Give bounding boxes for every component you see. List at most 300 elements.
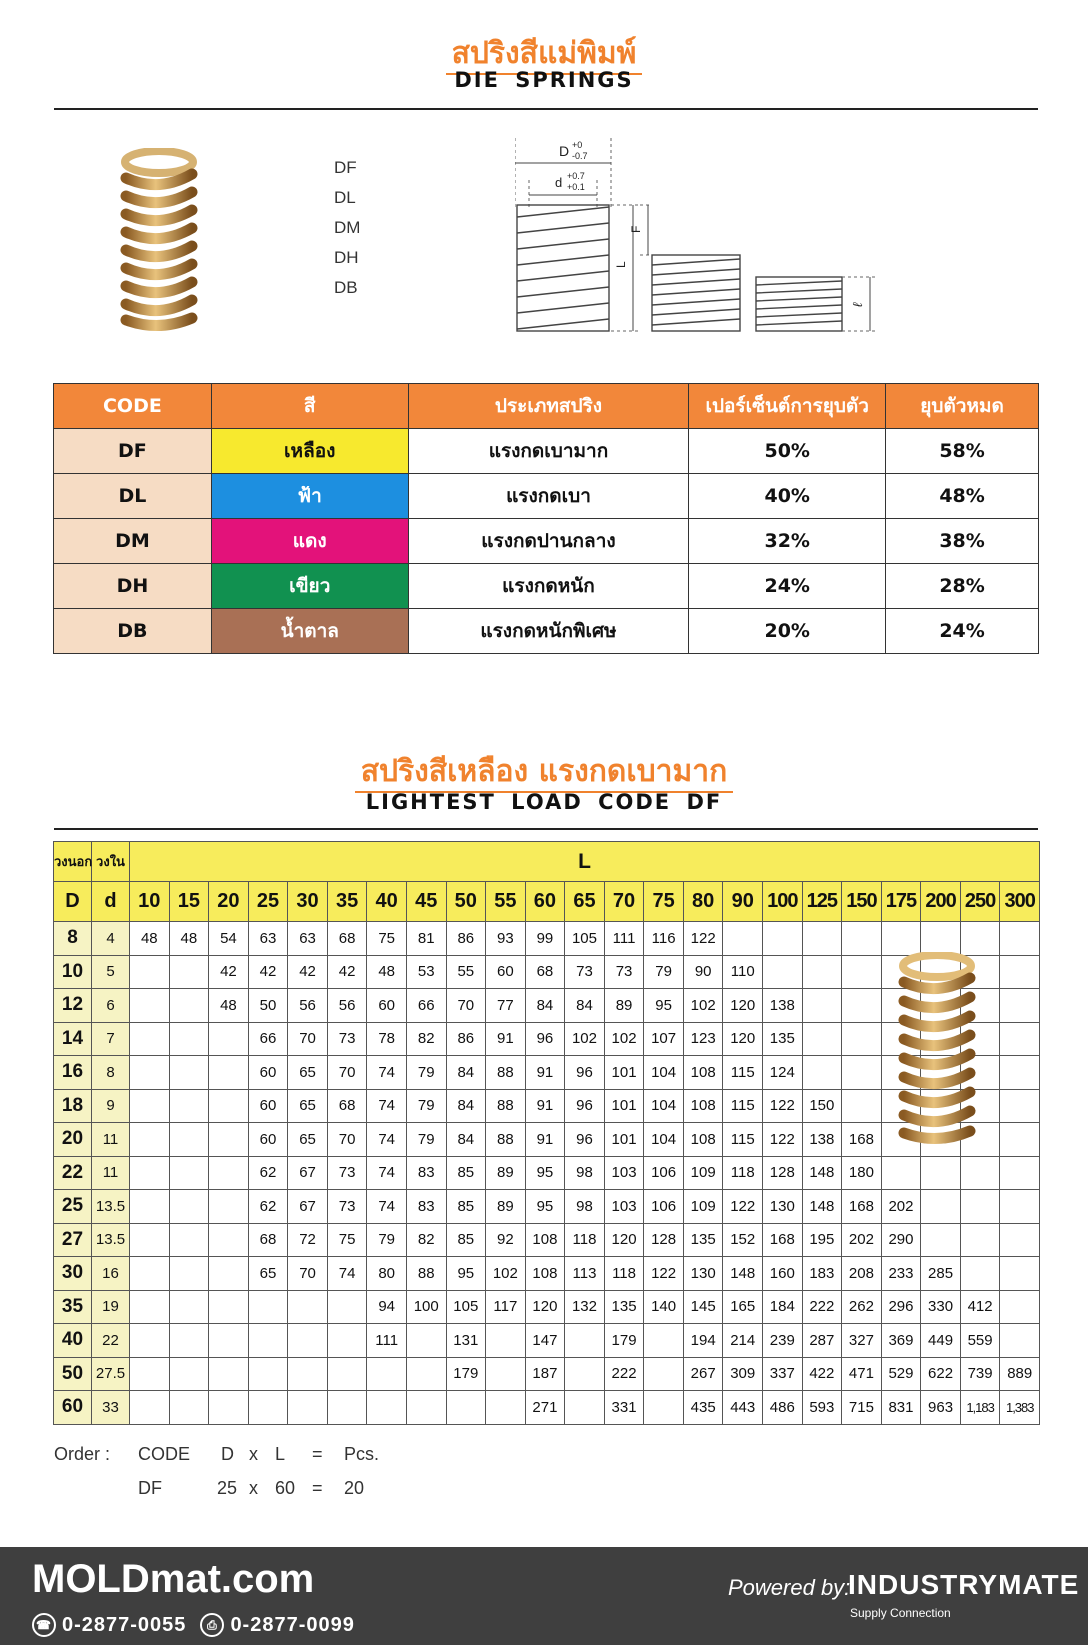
outer-diameter-cell: 35 xyxy=(54,1290,92,1324)
load-cell: 68 xyxy=(327,1089,367,1123)
length-header: 200 xyxy=(921,882,961,922)
load-cell: 148 xyxy=(723,1257,763,1291)
brand-logo[interactable]: MOLDmat.com xyxy=(32,1557,315,1601)
phone-number[interactable]: 0-2877-0055 xyxy=(62,1613,187,1636)
load-cell: 116 xyxy=(644,922,684,956)
percent-cell: 40% xyxy=(689,474,886,519)
load-cell: 471 xyxy=(842,1357,882,1391)
load-cell: 486 xyxy=(763,1391,803,1425)
load-cell: 103 xyxy=(604,1156,644,1190)
load-cell: 66 xyxy=(406,989,446,1023)
load-cell xyxy=(921,1190,961,1224)
load-cell: 202 xyxy=(881,1190,921,1224)
load-cell: 42 xyxy=(288,955,328,989)
max-cell: 28% xyxy=(886,564,1039,609)
load-cell: 75 xyxy=(367,922,407,956)
load-cell xyxy=(209,1223,249,1257)
load-cell xyxy=(169,1089,209,1123)
color-cell: เขียว xyxy=(211,564,408,609)
load-cell xyxy=(1000,1089,1040,1123)
table-row xyxy=(54,1257,1040,1291)
load-cell: 96 xyxy=(565,1056,605,1090)
type-cell: แรงกดหนักพิเศษ xyxy=(408,609,689,654)
inner-diameter-cell: 33 xyxy=(92,1391,130,1425)
inner-diameter-cell: 11 xyxy=(92,1123,130,1157)
load-cell: 85 xyxy=(446,1223,486,1257)
load-cell: 86 xyxy=(446,1022,486,1056)
load-cell xyxy=(960,1190,1000,1224)
load-cell: 113 xyxy=(565,1257,605,1291)
load-cell xyxy=(327,1324,367,1358)
load-cell: 48 xyxy=(169,922,209,956)
inner-diameter-cell: 8 xyxy=(92,1056,130,1090)
length-header: 40 xyxy=(367,882,407,922)
load-cell: 138 xyxy=(763,989,803,1023)
load-cell: 330 xyxy=(921,1290,961,1324)
footer-bar xyxy=(0,1547,1088,1645)
load-cell: 48 xyxy=(209,989,249,1023)
header-max: ยุบตัวหมด xyxy=(886,384,1039,429)
table-row xyxy=(54,1022,1040,1056)
outer-diameter-cell: 30 xyxy=(54,1257,92,1291)
length-header: 60 xyxy=(525,882,565,922)
load-cell xyxy=(130,1089,170,1123)
table-row xyxy=(54,1324,1040,1358)
load-cell: 179 xyxy=(604,1324,644,1358)
free-length-label: L xyxy=(130,842,1040,882)
code-list xyxy=(334,153,360,303)
load-cell xyxy=(486,1324,526,1358)
length-header: 30 xyxy=(288,882,328,922)
load-cell xyxy=(1000,1056,1040,1090)
load-cell: 60 xyxy=(248,1056,288,1090)
length-header: 25 xyxy=(248,882,288,922)
load-cell: 165 xyxy=(723,1290,763,1324)
load-cell: 271 xyxy=(525,1391,565,1425)
load-cell: 529 xyxy=(881,1357,921,1391)
code-list-item: DH xyxy=(334,248,359,267)
load-cell: 92 xyxy=(486,1223,526,1257)
load-cell: 168 xyxy=(842,1123,882,1157)
code-table-row xyxy=(54,609,1039,654)
load-cell: 103 xyxy=(604,1190,644,1224)
load-cell: 115 xyxy=(723,1089,763,1123)
load-cell: 148 xyxy=(802,1156,842,1190)
load-cell: 131 xyxy=(446,1324,486,1358)
order-L-value: 60 xyxy=(275,1478,296,1498)
load-cell xyxy=(169,1290,209,1324)
load-cell: 296 xyxy=(881,1290,921,1324)
order-x: x xyxy=(249,1478,258,1498)
length-header: 55 xyxy=(486,882,526,922)
load-cell: 122 xyxy=(683,922,723,956)
load-cell: 422 xyxy=(802,1357,842,1391)
load-cell: 150 xyxy=(802,1089,842,1123)
outer-diameter-cell: 18 xyxy=(54,1089,92,1123)
load-cell xyxy=(209,1357,249,1391)
load-cell xyxy=(130,955,170,989)
inner-diameter-cell: 16 xyxy=(92,1257,130,1291)
code-table xyxy=(53,383,1039,654)
load-cell: 327 xyxy=(842,1324,882,1358)
load-cell: 148 xyxy=(802,1190,842,1224)
code-table-header xyxy=(54,384,1039,429)
load-cell: 104 xyxy=(644,1123,684,1157)
load-cell: 85 xyxy=(446,1156,486,1190)
load-cell: 1,383 xyxy=(1000,1391,1040,1425)
header-color: สี xyxy=(211,384,408,429)
load-cell: 78 xyxy=(367,1022,407,1056)
load-cell: 48 xyxy=(367,955,407,989)
load-cell: 48 xyxy=(130,922,170,956)
load-cell xyxy=(960,1257,1000,1291)
length-header: 50 xyxy=(446,882,486,922)
contact-numbers xyxy=(32,1613,355,1637)
load-cell xyxy=(209,1324,249,1358)
load-cell xyxy=(169,1223,209,1257)
load-cell: 715 xyxy=(842,1391,882,1425)
load-cell xyxy=(1000,1257,1040,1291)
load-cell xyxy=(130,1223,170,1257)
length-header: 15 xyxy=(169,882,209,922)
load-cell: 102 xyxy=(683,989,723,1023)
code-table-row xyxy=(54,519,1039,564)
outer-diameter-cell: 40 xyxy=(54,1324,92,1358)
inner-diameter-cell: 6 xyxy=(92,989,130,1023)
load-cell: 95 xyxy=(525,1156,565,1190)
load-cell: 79 xyxy=(644,955,684,989)
inner-diameter-label: วงใน xyxy=(92,842,130,882)
load-cell xyxy=(130,1056,170,1090)
outer-diameter-cell: 12 xyxy=(54,989,92,1023)
load-cell: 77 xyxy=(486,989,526,1023)
load-cell xyxy=(1000,1022,1040,1056)
order-equals: = xyxy=(312,1478,323,1498)
length-header: 100 xyxy=(763,882,803,922)
load-cell: 88 xyxy=(486,1056,526,1090)
load-cell: 111 xyxy=(367,1324,407,1358)
dim-D-tol-plus: +0 xyxy=(572,140,583,150)
outer-diameter-cell: 14 xyxy=(54,1022,92,1056)
load-cell: 168 xyxy=(763,1223,803,1257)
load-cell: 128 xyxy=(644,1223,684,1257)
load-cell xyxy=(723,922,763,956)
load-cell xyxy=(130,989,170,1023)
load-cell: 101 xyxy=(604,1056,644,1090)
color-cell: แดง xyxy=(211,519,408,564)
load-cell: 963 xyxy=(921,1391,961,1425)
table-row xyxy=(54,1123,1040,1157)
order-sample-row xyxy=(54,1471,404,1505)
load-cell xyxy=(842,1022,882,1056)
load-cell: 117 xyxy=(486,1290,526,1324)
load-cell: 79 xyxy=(367,1223,407,1257)
order-pcs-header: Pcs. xyxy=(344,1444,380,1464)
load-cell: 222 xyxy=(802,1290,842,1324)
load-cell: 70 xyxy=(327,1056,367,1090)
load-cell: 135 xyxy=(763,1022,803,1056)
load-cell xyxy=(130,1022,170,1056)
code-list-item: DF xyxy=(334,158,357,177)
inner-diameter-cell: 13.5 xyxy=(92,1190,130,1224)
order-pcs-value: 20 xyxy=(344,1478,365,1498)
inner-diameter-cell: 27.5 xyxy=(92,1357,130,1391)
load-cell xyxy=(288,1290,328,1324)
load-cell: 42 xyxy=(327,955,367,989)
load-cell xyxy=(1000,1156,1040,1190)
phone-icon: ☎ xyxy=(32,1613,56,1637)
inner-diameter-cell: 5 xyxy=(92,955,130,989)
load-cell: 622 xyxy=(921,1357,961,1391)
load-cell xyxy=(209,1290,249,1324)
load-cell xyxy=(130,1290,170,1324)
load-cell xyxy=(406,1324,446,1358)
load-cell: 84 xyxy=(525,989,565,1023)
load-cell xyxy=(169,989,209,1023)
load-cell: 152 xyxy=(723,1223,763,1257)
load-cell xyxy=(209,1022,249,1056)
dim-D-tol-minus: -0.7 xyxy=(572,151,588,161)
load-cell xyxy=(486,1357,526,1391)
length-header: 35 xyxy=(327,882,367,922)
load-cell xyxy=(248,1290,288,1324)
load-cell: 331 xyxy=(604,1391,644,1425)
load-cell: 106 xyxy=(644,1190,684,1224)
load-cell: 290 xyxy=(881,1223,921,1257)
table-row xyxy=(54,922,1040,956)
load-cell: 67 xyxy=(288,1190,328,1224)
load-cell xyxy=(209,1190,249,1224)
load-cell xyxy=(881,1156,921,1190)
load-cell: 889 xyxy=(1000,1357,1040,1391)
code-table-row xyxy=(54,564,1039,609)
load-cell: 89 xyxy=(486,1156,526,1190)
D-header: D xyxy=(54,882,92,922)
load-cell: 109 xyxy=(683,1190,723,1224)
load-cell: 91 xyxy=(525,1123,565,1157)
load-cell: 107 xyxy=(644,1022,684,1056)
load-cell: 72 xyxy=(288,1223,328,1257)
load-cell: 42 xyxy=(209,955,249,989)
table-row xyxy=(54,1223,1040,1257)
inner-diameter-cell: 7 xyxy=(92,1022,130,1056)
load-cell: 89 xyxy=(486,1190,526,1224)
load-cell xyxy=(960,1156,1000,1190)
load-cell: 73 xyxy=(327,1190,367,1224)
load-cell: 435 xyxy=(683,1391,723,1425)
table-row xyxy=(54,1391,1040,1425)
load-cell xyxy=(288,1391,328,1425)
load-cell: 194 xyxy=(683,1324,723,1358)
df-spring-photo xyxy=(896,952,978,1147)
order-D-value: 25 xyxy=(217,1478,238,1498)
load-cell: 233 xyxy=(881,1257,921,1291)
load-cell xyxy=(486,1391,526,1425)
table-row xyxy=(54,1089,1040,1123)
percent-cell: 24% xyxy=(689,564,886,609)
load-cell xyxy=(446,1391,486,1425)
load-cell xyxy=(842,955,882,989)
load-cell: 102 xyxy=(604,1022,644,1056)
length-header: 125 xyxy=(802,882,842,922)
load-cell xyxy=(565,1391,605,1425)
load-cell xyxy=(169,1324,209,1358)
load-cell: 88 xyxy=(486,1123,526,1157)
load-cell: 91 xyxy=(525,1056,565,1090)
load-cell: 180 xyxy=(842,1156,882,1190)
code-list-item: DB xyxy=(334,278,358,297)
load-cell: 94 xyxy=(367,1290,407,1324)
load-cell xyxy=(169,1022,209,1056)
load-cell xyxy=(169,1357,209,1391)
load-cell: 108 xyxy=(525,1223,565,1257)
code-cell: DH xyxy=(54,564,212,609)
load-cell: 111 xyxy=(604,922,644,956)
load-cell: 115 xyxy=(723,1056,763,1090)
load-cell: 90 xyxy=(683,955,723,989)
load-cell: 285 xyxy=(921,1257,961,1291)
dim-d-tol-minus: +0.1 xyxy=(567,182,585,192)
load-cell: 74 xyxy=(367,1089,407,1123)
load-cell: 100 xyxy=(406,1290,446,1324)
code-cell: DM xyxy=(54,519,212,564)
load-cell: 108 xyxy=(683,1123,723,1157)
load-cell xyxy=(565,1324,605,1358)
load-cell: 135 xyxy=(683,1223,723,1257)
load-cell: 60 xyxy=(367,989,407,1023)
inner-diameter-cell: 11 xyxy=(92,1156,130,1190)
load-cell: 91 xyxy=(486,1022,526,1056)
load-cell: 105 xyxy=(446,1290,486,1324)
load-cell xyxy=(209,1391,249,1425)
load-cell: 115 xyxy=(723,1123,763,1157)
dim-L-label: L xyxy=(614,261,628,268)
load-cell: 179 xyxy=(446,1357,486,1391)
load-cell: 739 xyxy=(960,1357,1000,1391)
order-x: x xyxy=(249,1444,258,1464)
load-cell: 74 xyxy=(367,1123,407,1157)
load-cell xyxy=(802,955,842,989)
code-cell: DL xyxy=(54,474,212,519)
load-cell xyxy=(1000,1223,1040,1257)
load-cell: 124 xyxy=(763,1056,803,1090)
load-cell: 120 xyxy=(604,1223,644,1257)
load-cell xyxy=(1000,1123,1040,1157)
load-cell: 70 xyxy=(288,1022,328,1056)
length-header: 250 xyxy=(960,882,1000,922)
load-cell: 42 xyxy=(248,955,288,989)
load-cell: 70 xyxy=(327,1123,367,1157)
load-cell: 120 xyxy=(723,1022,763,1056)
load-cell xyxy=(1000,1290,1040,1324)
load-cell: 73 xyxy=(327,1022,367,1056)
load-cell: 63 xyxy=(248,922,288,956)
table-row xyxy=(54,1156,1040,1190)
load-cell xyxy=(169,1156,209,1190)
load-cell: 108 xyxy=(683,1089,723,1123)
load-cell xyxy=(406,1391,446,1425)
d-header: d xyxy=(92,882,130,922)
load-cell: 120 xyxy=(525,1290,565,1324)
page-title-english: DIE SPRINGS xyxy=(454,68,634,92)
length-header: 300 xyxy=(1000,882,1040,922)
load-cell: 65 xyxy=(288,1089,328,1123)
load-cell: 202 xyxy=(842,1223,882,1257)
dim-d-tol-plus: +0.7 xyxy=(567,171,585,181)
load-cell xyxy=(921,1223,961,1257)
load-cell: 118 xyxy=(723,1156,763,1190)
code-cell: DB xyxy=(54,609,212,654)
table-row xyxy=(54,1357,1040,1391)
type-cell: แรงกดปานกลาง xyxy=(408,519,689,564)
load-cell: 187 xyxy=(525,1357,565,1391)
type-cell: แรงกดเบา xyxy=(408,474,689,519)
load-cell: 287 xyxy=(802,1324,842,1358)
length-header: 75 xyxy=(644,882,684,922)
load-cell xyxy=(169,1391,209,1425)
df-section-title-thai: สปริงสีเหลือง แรงกดเบามาก xyxy=(0,748,1088,795)
df-load-table xyxy=(53,841,1040,1425)
code-table-row xyxy=(54,429,1039,474)
load-cell: 84 xyxy=(446,1056,486,1090)
load-cell xyxy=(644,1391,684,1425)
max-cell: 38% xyxy=(886,519,1039,564)
header-type: ประเภทสปริง xyxy=(408,384,689,429)
load-cell: 105 xyxy=(565,922,605,956)
load-cell: 99 xyxy=(525,922,565,956)
load-cell xyxy=(644,1324,684,1358)
load-cell: 83 xyxy=(406,1156,446,1190)
length-header: 10 xyxy=(130,882,170,922)
load-cell: 122 xyxy=(644,1257,684,1291)
df-section-divider xyxy=(54,828,1038,830)
order-code-header: CODE xyxy=(138,1444,191,1464)
load-cell: 73 xyxy=(565,955,605,989)
outer-diameter-cell: 22 xyxy=(54,1156,92,1190)
load-cell xyxy=(881,922,921,956)
load-cell xyxy=(842,1056,882,1090)
load-cell: 96 xyxy=(565,1123,605,1157)
load-cell: 85 xyxy=(446,1190,486,1224)
load-cell xyxy=(288,1324,328,1358)
order-L-header: L xyxy=(275,1444,286,1464)
load-cell: 98 xyxy=(565,1190,605,1224)
load-cell: 68 xyxy=(525,955,565,989)
load-cell: 222 xyxy=(604,1357,644,1391)
load-cell: 82 xyxy=(406,1223,446,1257)
load-cell xyxy=(169,1257,209,1291)
outer-diameter-cell: 8 xyxy=(54,922,92,956)
load-cell: 130 xyxy=(763,1190,803,1224)
table-row xyxy=(54,955,1040,989)
load-cell xyxy=(367,1391,407,1425)
table-row xyxy=(54,989,1040,1023)
load-cell: 50 xyxy=(248,989,288,1023)
load-cell: 104 xyxy=(644,1089,684,1123)
fax-number[interactable]: 0-2877-0099 xyxy=(230,1613,355,1636)
inner-diameter-cell: 19 xyxy=(92,1290,130,1324)
fax-icon: ⎙ xyxy=(200,1613,224,1637)
load-cell: 63 xyxy=(288,922,328,956)
dim-l-label: ℓ xyxy=(850,302,865,307)
load-cell: 122 xyxy=(763,1123,803,1157)
load-cell: 239 xyxy=(763,1324,803,1358)
industrymate-logo[interactable]: INDUSTRYMATE xyxy=(848,1569,1080,1600)
load-cell xyxy=(130,1324,170,1358)
load-cell xyxy=(802,1022,842,1056)
df-table-header-lengths xyxy=(54,882,1040,922)
percent-cell: 20% xyxy=(689,609,886,654)
